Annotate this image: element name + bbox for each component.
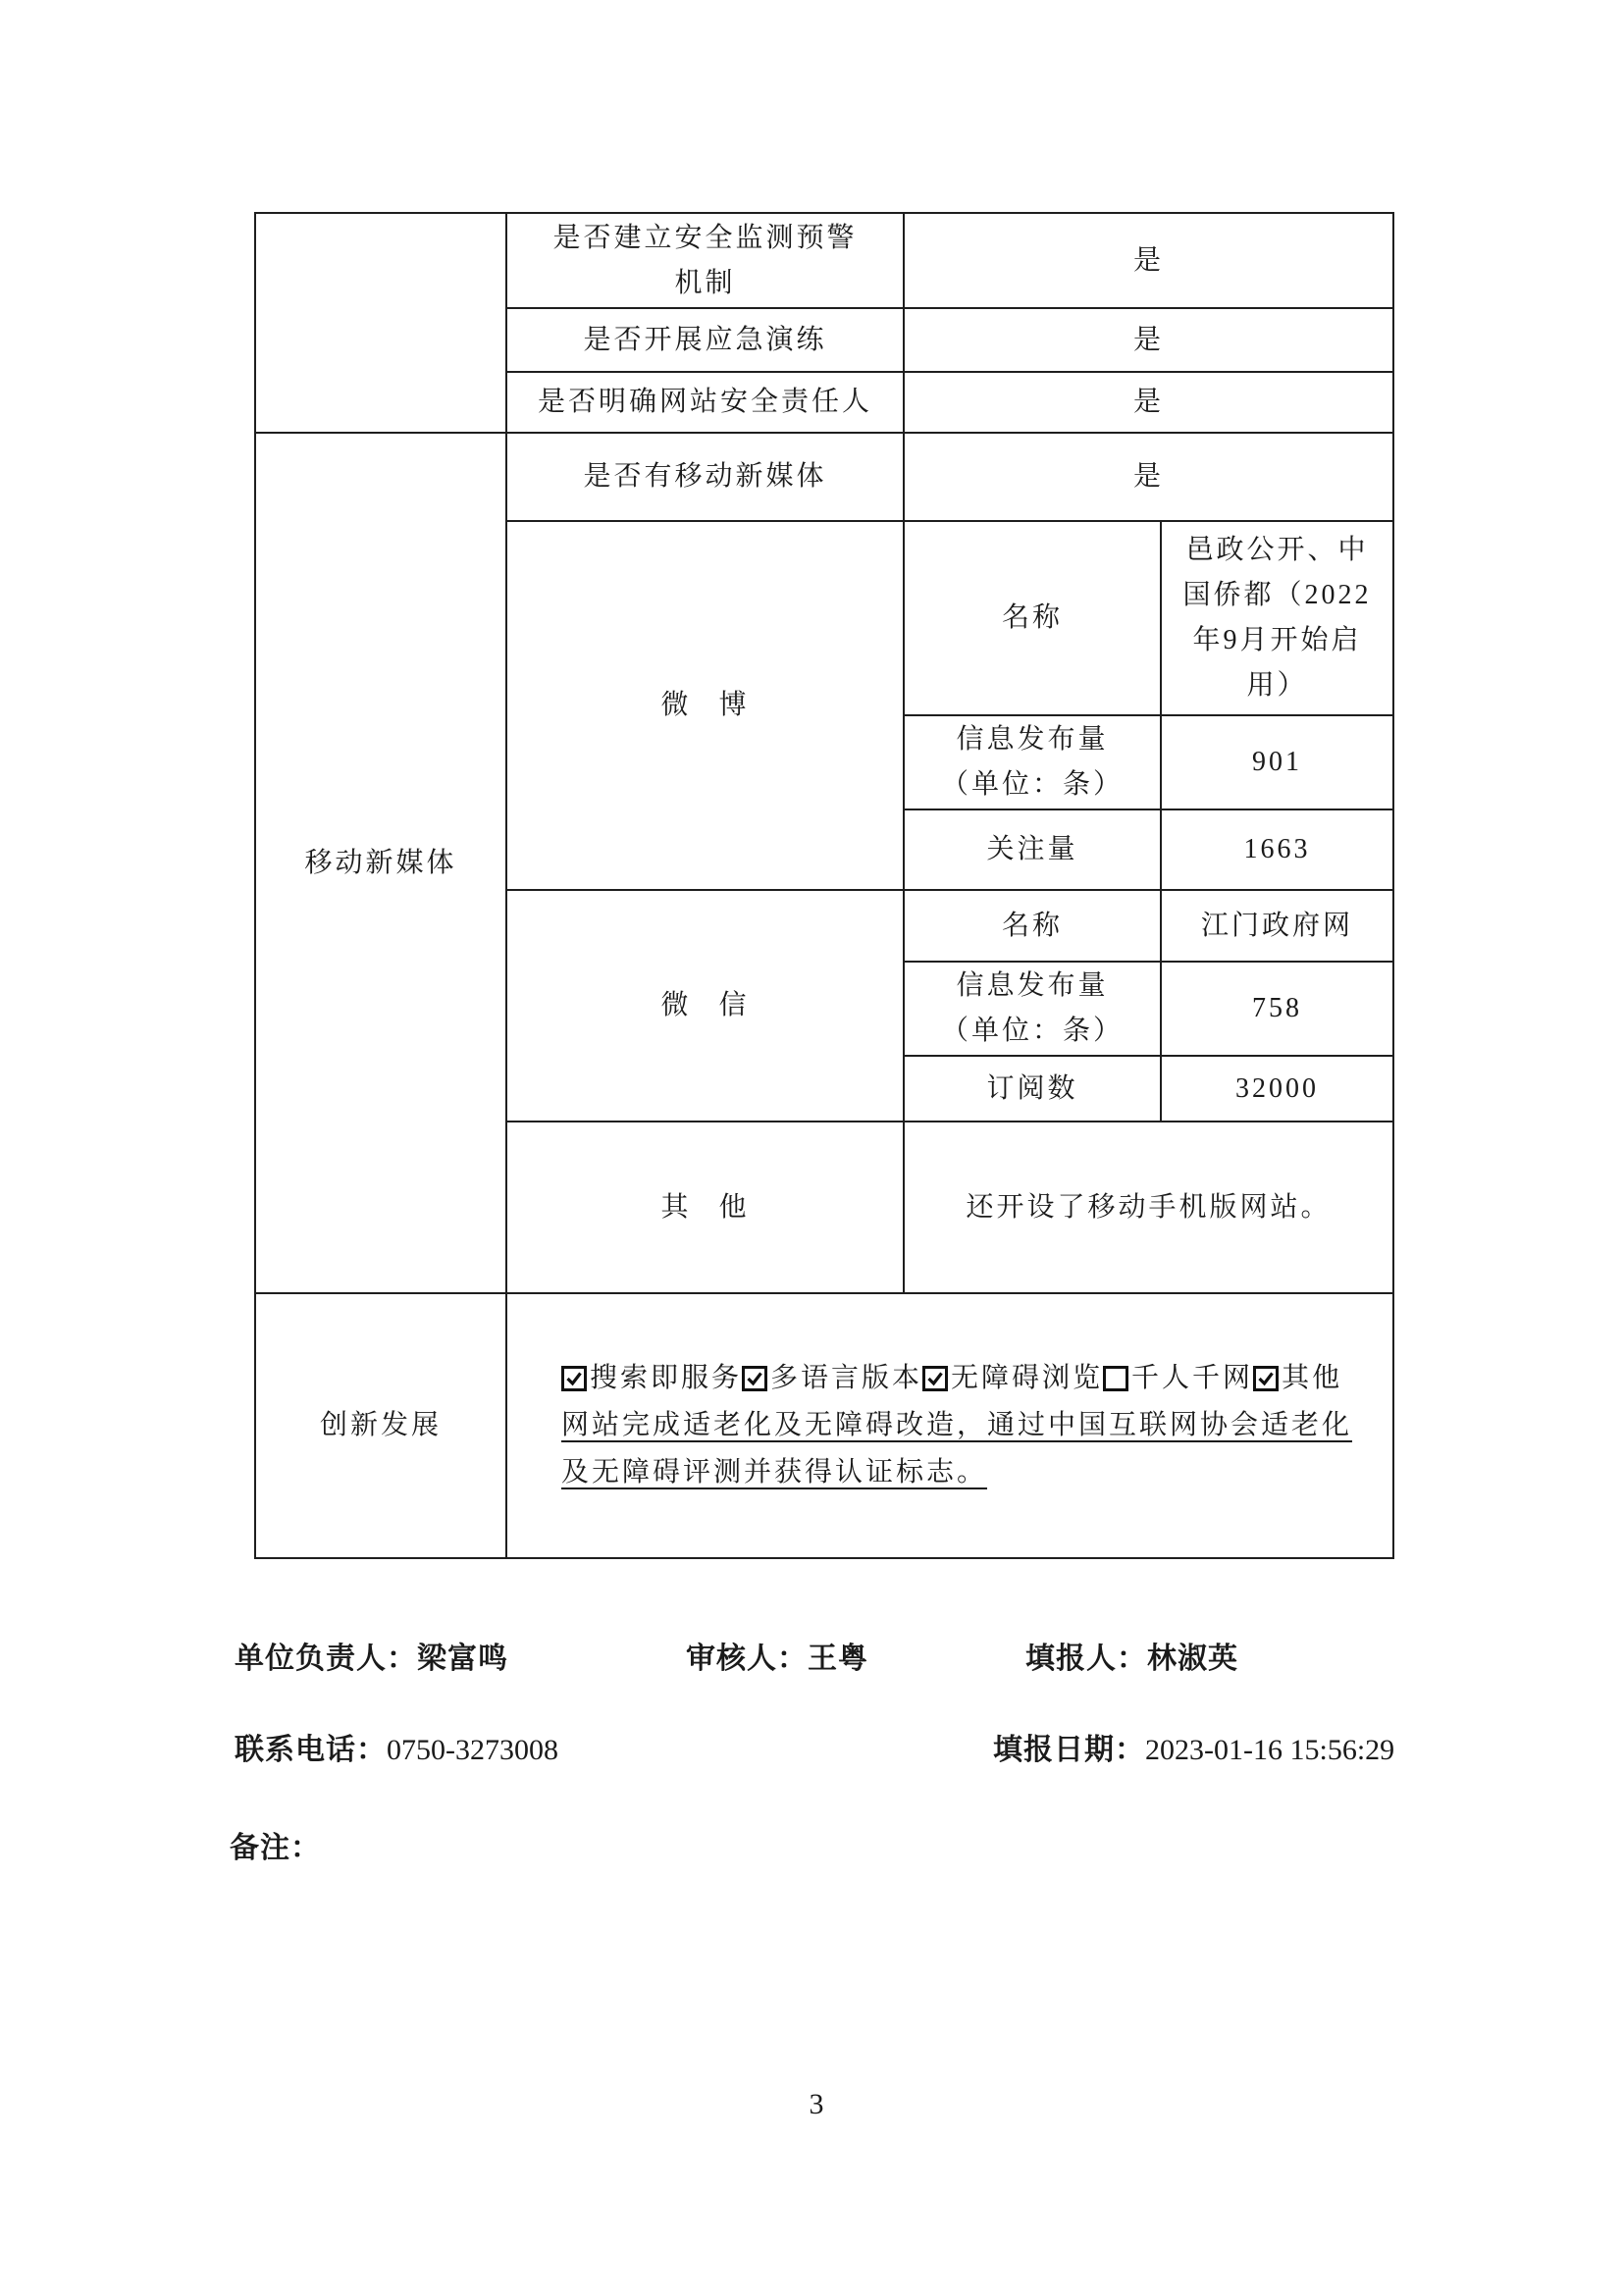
date-field (993, 1731, 1394, 1770)
row-value-responsible: 是 (904, 372, 1393, 433)
row-label-line: 是否建立安全监测预警 (552, 222, 858, 253)
other-media-value: 还开设了移动手机版网站。 (904, 1122, 1393, 1293)
option-label: 无障碍浏览 (951, 1363, 1104, 1393)
section-cell-continued (255, 213, 506, 433)
wechat-name-label: 名称 (904, 890, 1161, 962)
filler-label: 填报人： (1025, 1643, 1147, 1675)
weibo-name-line: 年9月开始启 (1192, 625, 1362, 655)
table-row (255, 213, 1393, 308)
innovation-other-text: 网站完成适老化及无障碍改造，通过中国互联网协会适老化 (561, 1410, 1353, 1440)
table-row (255, 1293, 1393, 1558)
option-personalized (1103, 1355, 1253, 1402)
posts-label-line: 信息发布量 (956, 970, 1109, 1001)
wechat-posts-label (904, 962, 1161, 1056)
option-search-as-service (561, 1355, 742, 1402)
filler-field (1025, 1640, 1238, 1679)
remarks-field (230, 1829, 321, 1868)
weibo-posts-value: 901 (1161, 715, 1393, 809)
weibo-name-line: 国侨都（2022 (1182, 580, 1372, 610)
checkbox-icon (1103, 1366, 1128, 1391)
weibo-label: 微 博 (506, 521, 904, 890)
filler-name: 林淑英 (1147, 1643, 1238, 1675)
option-label: 搜索即服务 (590, 1363, 743, 1393)
row-value-drill: 是 (904, 308, 1393, 372)
innovation-content (506, 1293, 1393, 1558)
leader-field (235, 1640, 508, 1679)
weibo-name-value (1161, 521, 1393, 715)
checkbox-icon (922, 1366, 948, 1391)
innovation-other-text: 及无障碍评测并获得认证标志。 (561, 1457, 988, 1487)
wechat-subscribers-label: 订阅数 (904, 1056, 1161, 1122)
row-value-monitoring: 是 (904, 213, 1393, 308)
row-label-monitoring (506, 213, 904, 308)
wechat-subscribers-value: 32000 (1161, 1056, 1393, 1122)
weibo-followers-label: 关注量 (904, 809, 1161, 890)
date-label: 填报日期： (993, 1734, 1145, 1766)
leader-label: 单位负责人： (235, 1643, 417, 1675)
phone-label: 联系电话： (235, 1734, 387, 1766)
reviewer-name: 王粤 (808, 1643, 868, 1675)
section-label-innovation: 创新发展 (255, 1293, 506, 1558)
option-label: 多语言版本 (770, 1363, 923, 1393)
phone-value: 0750-3273008 (387, 1734, 558, 1766)
leader-name: 梁富鸣 (417, 1643, 508, 1675)
weibo-name-line: 邑政公开、中 (1185, 535, 1369, 565)
innovation-options (561, 1355, 1383, 1402)
row-label-drill: 是否开展应急演练 (506, 308, 904, 372)
date-value: 2023-01-16 15:56:29 (1145, 1734, 1395, 1766)
option-label: 千人千网 (1131, 1363, 1254, 1393)
report-table (254, 212, 1394, 1559)
weibo-name-label: 名称 (904, 521, 1161, 715)
checkbox-icon (1253, 1366, 1279, 1391)
weibo-posts-label (904, 715, 1161, 809)
wechat-label: 微 信 (506, 890, 904, 1122)
row-label-line: 机制 (674, 267, 736, 298)
posts-label-line: （单位：条） (940, 769, 1124, 800)
weibo-followers-value: 1663 (1161, 809, 1393, 890)
checkbox-icon (561, 1366, 587, 1391)
page-number: 3 (809, 2088, 824, 2120)
checkbox-icon (742, 1366, 767, 1391)
phone-field (235, 1731, 558, 1770)
remarks-label: 备注： (230, 1832, 321, 1864)
wechat-name-value: 江门政府网 (1161, 890, 1393, 962)
reviewer-label: 审核人： (686, 1643, 808, 1675)
option-label: 其他 (1282, 1363, 1343, 1393)
option-other (1253, 1355, 1342, 1402)
table-row (255, 433, 1393, 521)
other-media-label: 其 他 (506, 1122, 904, 1293)
posts-label-line: 信息发布量 (956, 724, 1109, 755)
option-accessibility (922, 1355, 1103, 1402)
row-value-has-mobile-media: 是 (904, 433, 1393, 521)
row-label-responsible: 是否明确网站安全责任人 (506, 372, 904, 433)
section-label-mobile-media: 移动新媒体 (255, 433, 506, 1293)
posts-label-line: （单位：条） (940, 1016, 1124, 1046)
weibo-name-line: 用） (1246, 670, 1308, 701)
option-multilingual (742, 1355, 922, 1402)
wechat-posts-value: 758 (1161, 962, 1393, 1056)
reviewer-field (686, 1640, 868, 1679)
row-label-has-mobile-media: 是否有移动新媒体 (506, 433, 904, 521)
